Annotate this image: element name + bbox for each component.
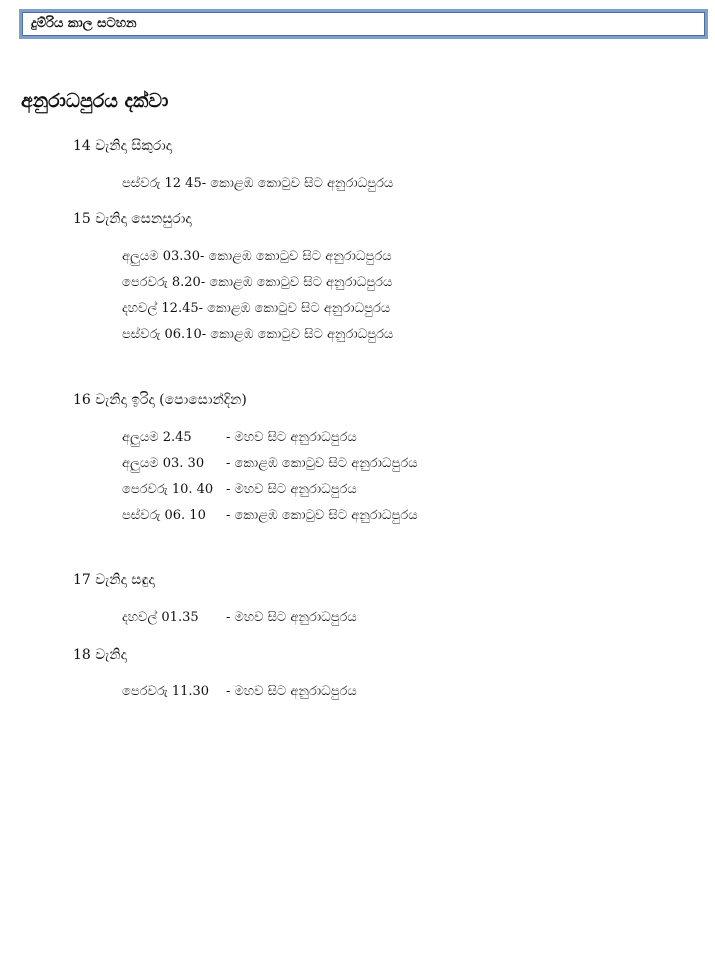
entry-time: අලුයම 2.45: [122, 430, 192, 445]
page-heading: අනුරාධපුරය දක්වා: [21, 90, 169, 112]
entry-time: දහවල් 12.45: [122, 301, 199, 316]
entry-route: - මහව සිට අනුරාධපුරය: [226, 610, 357, 625]
day-heading-16: 16 වැනිදා ඉරිදා (පොසොන්දින): [73, 392, 247, 408]
entry-route: - කොළඹ කොටුව සිට අනුරාධපුරය: [200, 275, 393, 290]
entry-time: පෙරවරු 8.20: [122, 275, 201, 290]
entry-time: පස්වරු 06.10: [122, 327, 202, 342]
schedule-entry: [122, 327, 393, 342]
schedule-entry: [122, 430, 357, 445]
entry-time: පෙරවරු 10. 40: [122, 482, 214, 497]
entry-time: පස්වරු 12 45: [122, 176, 202, 191]
schedule-entry: [122, 249, 392, 264]
entry-time: අලුයම 03.30: [122, 249, 200, 264]
day-heading-14: 14 වැනිදා සිකුරාදා: [73, 138, 172, 154]
schedule-entry: [122, 275, 392, 290]
entry-time: පෙරවරු 11.30: [122, 684, 210, 699]
entry-route: - මහව සිට අනුරාධපුරය: [226, 482, 357, 497]
entry-route: - කොළඹ කොටුව සිට අනුරාධපුරය: [201, 176, 394, 191]
title-box-text: දුම්රිය කාල සටහන: [22, 12, 705, 36]
schedule-entry: [122, 508, 418, 523]
entry-route: - කොළඹ කොටුව සිට අනුරාධපුරය: [201, 327, 394, 342]
day-heading-15: 15 වැනිදා සෙනසුරාදා: [73, 211, 192, 227]
entry-route: - කොළඹ කොටුව සිට අනුරාධපුරය: [226, 456, 418, 471]
day-heading-17: 17 වැනිදා සඳුදා: [73, 572, 155, 588]
schedule-entry: [122, 610, 357, 625]
title-box: [19, 9, 708, 39]
entry-route: - කොළඹ කොටුව සිට අනුරාධපුරය: [199, 249, 392, 264]
schedule-entry: [122, 176, 393, 191]
schedule-entry: [122, 456, 418, 471]
entry-route: - මහව සිට අනුරාධපුරය: [226, 684, 357, 699]
entry-time: පස්වරු 06. 10: [122, 508, 206, 523]
schedule-entry: [122, 301, 390, 316]
schedule-entry: [122, 684, 357, 699]
day-heading-18: 18 වැනිදා: [73, 647, 127, 663]
schedule-entry: [122, 482, 357, 497]
entry-route: - මහව සිට අනුරාධපුරය: [226, 430, 357, 445]
entry-route: - කොළඹ කොටුව සිට අනුරාධපුරය: [226, 508, 418, 523]
entry-time: අලුයම 03. 30: [122, 456, 205, 471]
entry-time: දහවල් 01.35: [122, 610, 199, 625]
entry-route: - කොළඹ කොටුව සිට අනුරාධපුරය: [198, 301, 391, 316]
